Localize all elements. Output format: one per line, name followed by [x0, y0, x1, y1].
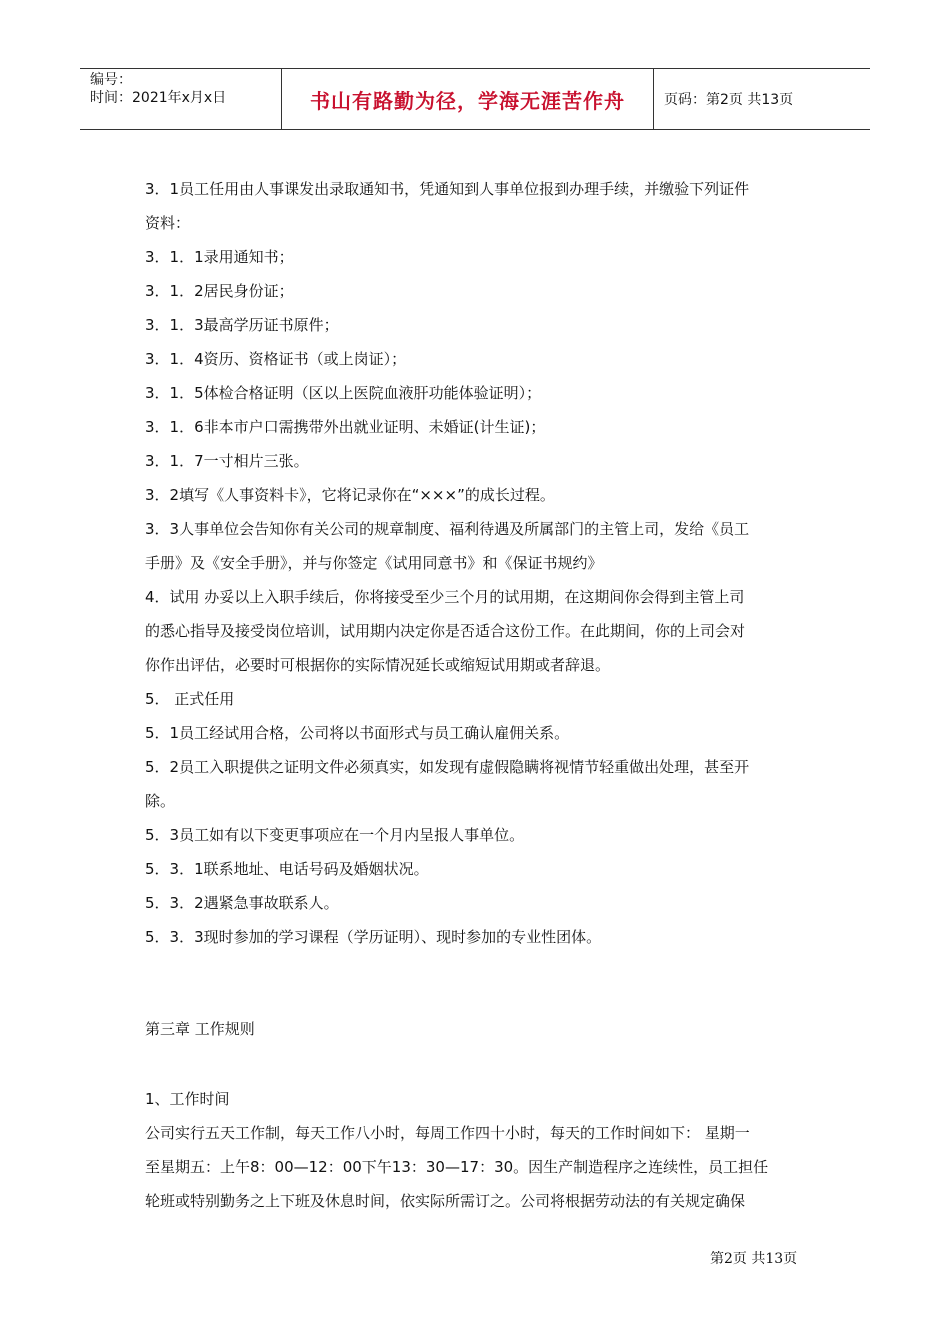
section-line: 轮班或特别勤务之上下班及休息时间，依实际所需订之。公司将根据劳动法的有关规定确保	[145, 1192, 746, 1210]
body-line: 3．3人事单位会告知你有关公司的规章制度、福利待遇及所属部门的主管上司，发给《员工	[145, 520, 750, 538]
number-label: 编号：	[90, 72, 132, 88]
body-line: 4．试用 办妥以上入职手续后，你将接受至少三个月的试用期，在这期间你会得到主管上司	[145, 588, 745, 606]
work-rules-section	[145, 1082, 810, 1218]
body-line: 3．1．1录用通知书；	[145, 248, 294, 266]
time-label: 时间：2021年x月x日	[90, 90, 227, 106]
page-header	[80, 68, 870, 130]
body-line: 3．1员工任用由人事课发出录取通知书，凭通知到人事单位报到办理手续，并缴验下列证件	[145, 180, 750, 198]
body-line: 5．3．2遇紧急事故联系人。	[145, 894, 339, 912]
body-line: 3．1．3最高学历证书原件；	[145, 316, 339, 334]
motto: 书山有路勤为径，学海无涯苦作舟	[310, 88, 625, 113]
page-footer: 第2页 共13页	[710, 1251, 798, 1267]
document-body	[145, 172, 810, 954]
body-line: 5．2员工入职提供之证明文件必须真实，如发现有虚假隐瞒将视情节轻重做出处理，甚至开	[145, 758, 750, 776]
body-line: 你作出评估，必要时可根据你的实际情况延长或缩短试用期或者辞退。	[145, 656, 611, 674]
body-line: 3．2填写《人事资料卡》，它将记录你在“×××”的成长过程。	[145, 486, 555, 504]
body-line: 手册》及《安全手册》，并与你签定《试用同意书》和《保证书规约》	[145, 554, 603, 572]
body-line: 3．1．4资历、资格证书（或上岗证）；	[145, 350, 407, 368]
header-page-cell	[654, 69, 870, 129]
section-heading: 1、工作时间	[145, 1090, 230, 1108]
body-line: 5．3员工如有以下变更事项应在一个月内呈报人事单位。	[145, 826, 525, 844]
body-line: 5．3．3现时参加的学习课程（学历证明）、现时参加的专业性团体。	[145, 928, 602, 946]
body-line: 5．1员工经试用合格，公司将以书面形式与员工确认雇佣关系。	[145, 724, 570, 742]
header-meta	[80, 69, 282, 129]
body-line: 3．1．7一寸相片三张。	[145, 452, 309, 470]
section-line: 公司实行五天工作制，每天工作八小时，每周工作四十小时，每天的工作时间如下： 星期一	[145, 1124, 750, 1142]
body-line: 资料：	[145, 214, 191, 232]
page-label: 页码：第2页 共13页	[664, 92, 794, 108]
body-line: 除。	[145, 792, 176, 810]
body-line: 5． 正式任用	[145, 690, 235, 708]
body-line: 3．1．6非本市户口需携带外出就业证明、未婚证(计生证)；	[145, 418, 546, 436]
header-motto-cell	[282, 69, 654, 129]
body-line: 的悉心指导及接受岗位培训，试用期内决定你是否适合这份工作。在此期间，你的上司会对	[145, 622, 746, 640]
body-line: 5．3．1联系地址、电话号码及婚姻状况。	[145, 860, 429, 878]
body-line: 3．1．2居民身份证；	[145, 282, 294, 300]
chapter-title: 第三章 工作规则	[145, 1020, 255, 1038]
body-line: 3．1．5体检合格证明（区以上医院血液肝功能体验证明）；	[145, 384, 542, 402]
section-line: 至星期五：上午8：00—12：00下午13：30—17：30。因生产制造程序之连续性，员工担任	[145, 1158, 769, 1176]
